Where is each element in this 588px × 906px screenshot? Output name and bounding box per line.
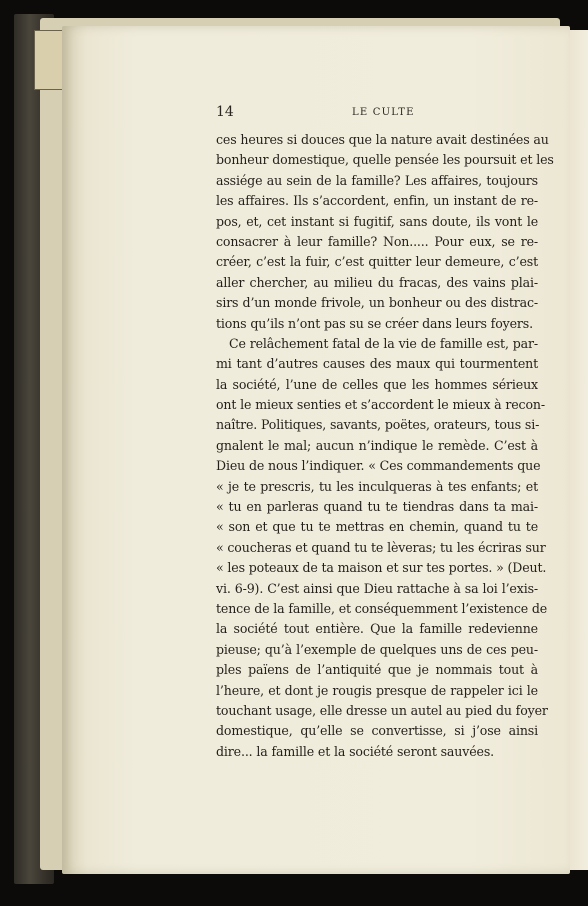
text-line: l’heure, et dont je rougis presque de rappeler ici le bbox=[216, 682, 538, 698]
text-line: consacrer à leur famille? Non..... Pour eux, se re- bbox=[216, 233, 538, 249]
text-line: ples païens de l’antiquité que je nommais tout à bbox=[216, 662, 538, 678]
text-line: pieuse; qu’à l’exemple de quelques uns de ces peu- bbox=[216, 641, 538, 657]
page-number: 14 bbox=[216, 104, 234, 120]
text-line: la société tout entière. Que la famille redevienne bbox=[216, 621, 538, 637]
text-line: « je te prescris, tu les inculqueras à tes enfants; et bbox=[216, 478, 538, 494]
text-line: Dieu de nous l’indiquer. « Ces commandements que bbox=[216, 458, 541, 474]
text-line: aller chercher, au milieu du fracas, des vains plai- bbox=[216, 274, 538, 290]
text-line: « son et que tu te mettras en chemin, quand tu te bbox=[216, 519, 538, 535]
text-line: sirs d’un monde frivole, un bonheur ou des distrac- bbox=[216, 295, 538, 311]
body-text bbox=[216, 130, 554, 762]
text-line: « coucheras et quand tu te lèveras; tu les écriras sur bbox=[216, 539, 546, 555]
text-line: touchant usage, elle dresse un autel au pied du foyer bbox=[216, 702, 548, 718]
text-line: ces heures si douces que la nature avait destinées au bbox=[216, 132, 549, 147]
text-line: bonheur domestique, quelle pensée les poursuit et les bbox=[216, 152, 554, 168]
text-line: « tu en parleras quand tu te tiendras dans ta mai- bbox=[216, 499, 538, 515]
text-line: tence de la famille, et conséquemment l’existence de bbox=[216, 600, 548, 616]
running-header bbox=[216, 104, 538, 124]
text-line: la société, l’une de celles que les hommes sérieux bbox=[216, 376, 538, 392]
text-line: mi tant d’autres causes des maux qui tourmentent bbox=[216, 356, 538, 372]
text-line: assiége au sein de la famille? Les affaires, toujours bbox=[216, 172, 538, 188]
text-line: gnalent le mal; aucun n’indique le remède. C’est à bbox=[216, 437, 538, 453]
text-line: naître. Politiques, savants, poëtes, orateurs, tous si- bbox=[216, 417, 540, 433]
text-line: les affaires. Ils s’accordent, enfin, un instant de re- bbox=[216, 193, 538, 209]
text-line: ont le mieux senties et s’accordent le mieux à recon- bbox=[216, 397, 545, 413]
text-line: Ce relâchement fatal de la vie de famille est, par- bbox=[229, 335, 538, 351]
text-line: « les poteaux de ta maison et sur tes portes. » (Deut. bbox=[216, 560, 547, 576]
text-line: créer, c’est la fuir, c’est quitter leur demeure, c’est bbox=[216, 254, 538, 270]
text-line: domestique, qu’elle se convertisse, si j’ose ainsi bbox=[216, 723, 538, 739]
text-line: pos, et, cet instant si fugitif, sans doute, ils vont le bbox=[216, 213, 538, 229]
text-line: dire... la famille et la société seront sauvées. bbox=[216, 743, 494, 759]
running-title: LE CULTE bbox=[352, 107, 415, 118]
text-line: vi. 6-9). C’est ainsi que Dieu rattache à sa loi l’exis- bbox=[216, 580, 538, 596]
text-line: tions qu’ils n’ont pas su se créer dans leurs foyers. bbox=[216, 315, 533, 331]
